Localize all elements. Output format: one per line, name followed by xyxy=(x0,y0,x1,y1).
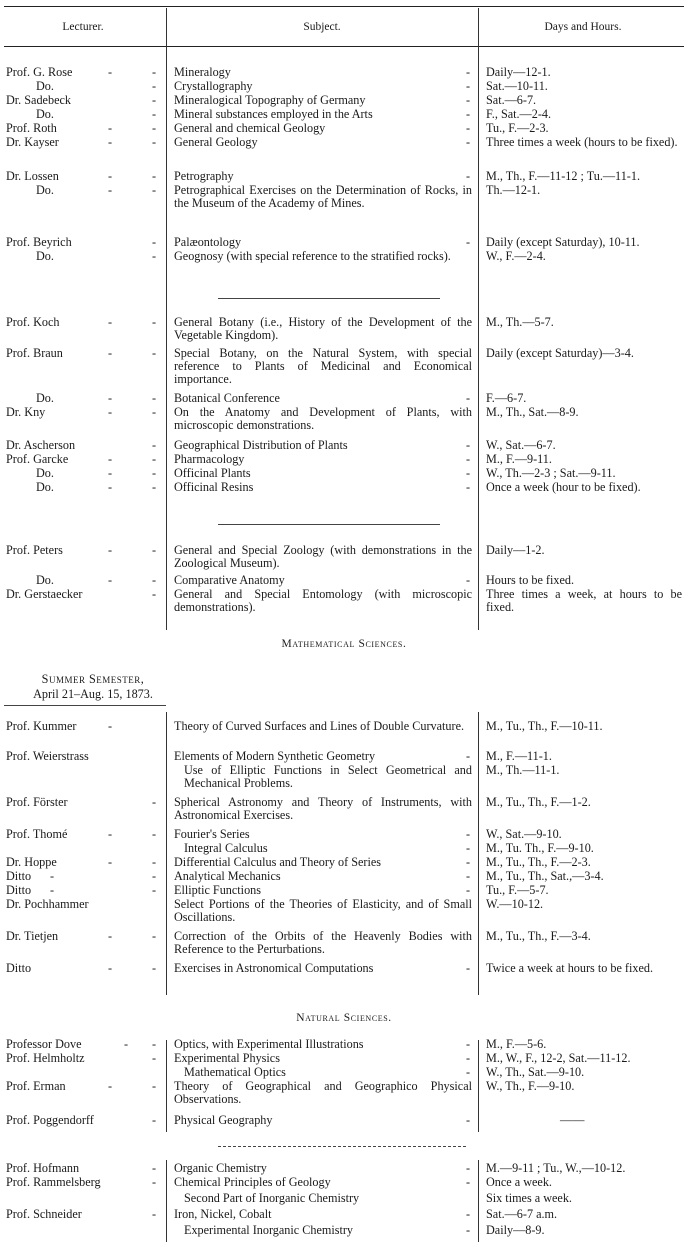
subject-text: Geographical Distribution of Plants xyxy=(174,438,348,452)
lecturer-name: Do. xyxy=(36,391,54,405)
days-text: M., W., F., 12-2, Sat.—11-12. xyxy=(486,1051,631,1065)
days-text: Sat.—6-7 a.m. xyxy=(486,1207,558,1221)
days-text: F.—6-7. xyxy=(486,391,527,405)
days-text: W., Sat.—6-7. xyxy=(486,438,556,452)
column-divider-7 xyxy=(166,1160,167,1242)
subject-text: Use of Elliptic Functions in Select Geometrical and Mechanical Problems. xyxy=(184,763,472,791)
days-hours-column-header: Days and Hours. xyxy=(544,21,622,33)
subject-text: Select Portions of the Theories of Elasticity, and of Small Oscillations. xyxy=(174,897,472,925)
math-section-title: Mathematical Sciences. xyxy=(281,638,407,650)
lecturer-name: Do. xyxy=(36,79,54,93)
subject-text: Iron, Nickel, Cobalt xyxy=(174,1207,272,1221)
days-text: W.—10-12. xyxy=(486,897,544,911)
column-divider-1 xyxy=(166,8,167,630)
subject-text: Differential Calculus and Theory of Series xyxy=(174,855,382,869)
subject-text: General Botany (i.e., History of the Development of the Vegetable Kingdom). xyxy=(174,315,472,343)
lecturer-name: Dr. Gerstaecker xyxy=(6,587,83,601)
lecturer-name: Dr. Pochhammer xyxy=(6,897,89,911)
days-text: M., Th.—11-1. xyxy=(486,763,560,777)
lecturer-name: Prof. Weierstrass xyxy=(6,749,89,763)
lecturer-name: Do. xyxy=(36,183,54,197)
lecturer-name: Prof. Roth xyxy=(6,121,57,135)
days-text: Three times a week, at hours to be fixed. xyxy=(486,587,682,615)
lecturer-column-header: Lecturer. xyxy=(62,21,104,33)
days-text: Once a week (hour to be fixed). xyxy=(486,480,641,494)
days-text: Daily (except Saturday)—3-4. xyxy=(486,346,634,360)
lecturer-name: Prof. Erman xyxy=(6,1079,66,1093)
section-divider xyxy=(218,298,440,299)
section-divider xyxy=(218,1146,466,1147)
lecturer-name: Dr. Tietjen xyxy=(6,929,59,943)
subject-text: Botanical Conference xyxy=(174,391,280,405)
days-text: M., Tu., Th., F.—3-4. xyxy=(486,929,591,943)
lecturer-name: Prof. Kummer xyxy=(6,719,77,733)
subject-text: Mathematical Optics xyxy=(184,1065,286,1079)
subject-text: General and Special Zoology (with demonstrations in the Zoological Museum). xyxy=(174,543,472,571)
subject-text: Spherical Astronomy and Theory of Instruments, with Astronomical Exercises. xyxy=(174,795,472,823)
days-text: M., Th., F.—11-12 ; Tu.—11-1. xyxy=(486,169,640,183)
subject-text: Theory of Curved Surfaces and Lines of Double Curvature. xyxy=(174,719,465,733)
subject-column-header: Subject. xyxy=(303,21,341,33)
lecturer-name: Prof. Poggendorff xyxy=(6,1113,94,1127)
subject-text: Chemical Principles of Geology xyxy=(174,1175,331,1189)
lecturer-name: Dr. Lossen xyxy=(6,169,59,183)
section-divider xyxy=(218,524,440,525)
subject-text: Experimental Physics xyxy=(174,1051,280,1065)
days-text: M.—9-11 ; Tu., W.,—10-12. xyxy=(486,1161,626,1175)
subject-text: Physical Geography xyxy=(174,1113,273,1127)
days-text: M., Tu., Th., F.—1-2. xyxy=(486,795,591,809)
lecturer-name: Ditto xyxy=(6,883,32,897)
lecturer-name: Dr. Kny xyxy=(6,405,46,419)
days-text: Three times a week (hours to be fixed). xyxy=(486,135,678,149)
lecturer-name: Dr. Sadebeck xyxy=(6,93,71,107)
subject-text: Elliptic Functions xyxy=(174,883,262,897)
days-text: Twice a week at hours to be fixed. xyxy=(486,961,654,975)
subject-text: Special Botany, on the Natural System, with special reference to Plants of Medicinal and Economical importance. xyxy=(174,346,472,387)
subject-text: Crystallography xyxy=(174,79,253,93)
lecturer-name: Prof. Koch xyxy=(6,315,60,329)
header-rule xyxy=(4,46,684,47)
semester-title: Summer Semester, xyxy=(41,672,145,686)
days-text: Daily—8-9. xyxy=(486,1223,545,1237)
subject-text: Mineralogy xyxy=(174,65,231,79)
lecturer-name: Dr. Kayser xyxy=(6,135,59,149)
days-text: M., Tu., Th., F.—10-11. xyxy=(486,719,603,733)
natural-section-title: Natural Sciences. xyxy=(296,1012,392,1024)
lecturer-name: Prof. Peters xyxy=(6,543,63,557)
subject-text: Experimental Inorganic Chemistry xyxy=(184,1223,354,1237)
lecturer-name: Prof. Thomé xyxy=(6,827,68,841)
lecturer-name: Professor Dove xyxy=(6,1037,82,1051)
lecturer-name: Prof. Schneider xyxy=(6,1207,82,1221)
subject-text: Mineral substances employed in the Arts xyxy=(174,107,373,121)
subject-text: On the Anatomy and Development of Plants, with microscopic demonstrations. xyxy=(174,405,472,433)
lecturer-name: Dr. Hoppe xyxy=(6,855,57,869)
semester-heading xyxy=(8,672,178,702)
subject-text: Elements of Modern Synthetic Geometry xyxy=(174,749,376,763)
subject-text: Officinal Resins xyxy=(174,480,254,494)
days-text: W., Th., F.—9-10. xyxy=(486,1079,575,1093)
lecturer-name: Prof. Förster xyxy=(6,795,68,809)
top-rule xyxy=(4,6,684,7)
days-text: Six times a week. xyxy=(486,1191,572,1205)
days-text: M., F.—11-1. xyxy=(486,749,552,763)
semester-dates: April 21–Aug. 15, 1873. xyxy=(33,687,153,701)
days-text: M., Th.—5-7. xyxy=(486,315,554,329)
subject-text: Integral Calculus xyxy=(184,841,268,855)
subject-text: Petrographical Exercises on the Determination of Rocks, in the Museum of the Academy of Mines. xyxy=(174,183,472,211)
subject-text: Second Part of Inorganic Chemistry xyxy=(184,1191,360,1205)
subject-text: Theory of Geographical and Geographico Physical Observations. xyxy=(174,1079,472,1107)
subject-text: General and chemical Geology xyxy=(174,121,326,135)
days-text: Daily—12-1. xyxy=(486,65,551,79)
days-text: Hours to be fixed. xyxy=(486,573,575,587)
subject-text: Optics, with Experimental Illustrations xyxy=(174,1037,364,1051)
days-text: Th.—12-1. xyxy=(486,183,541,197)
lecturer-name: Do. xyxy=(36,466,54,480)
subject-text: Analytical Mechanics xyxy=(174,869,281,883)
days-text: W., Th.—2-3 ; Sat.—9-11. xyxy=(486,466,616,480)
days-text: W., F.—2-4. xyxy=(486,249,546,263)
days-text: M., Tu. Th., F.—9-10. xyxy=(486,841,594,855)
subject-text: Exercises in Astronomical Computations xyxy=(174,961,374,975)
days-text: M., F.—9-11. xyxy=(486,452,552,466)
days-text: Sat.—10-11. xyxy=(486,79,548,93)
lecturer-name: Dr. Ascherson xyxy=(6,438,76,452)
subject-text: Correction of the Orbits of the Heavenly Bodies with Reference to the Perturbations. xyxy=(174,929,472,957)
days-text: Daily—1-2. xyxy=(486,543,545,557)
subject-text: Organic Chemistry xyxy=(174,1161,267,1175)
subject-text: General and Special Entomology (with microscopic demonstrations). xyxy=(174,587,472,615)
days-text: Tu., F.—5-7. xyxy=(486,883,549,897)
column-divider-8 xyxy=(478,1160,479,1242)
lecturer-name: Do. xyxy=(36,107,54,121)
days-text: F., Sat.—2-4. xyxy=(486,107,552,121)
column-divider-4 xyxy=(478,712,479,995)
column-divider-5 xyxy=(166,1040,167,1132)
lecturer-name: Ditto xyxy=(6,961,32,975)
days-text: W., Th., Sat.—9-10. xyxy=(486,1065,585,1079)
days-text: M., Tu., Th., Sat.,—3-4. xyxy=(486,869,604,883)
days-text: Once a week. xyxy=(486,1175,552,1189)
lecturer-name: Do. xyxy=(36,249,54,263)
days-text: W., Sat.—9-10. xyxy=(486,827,562,841)
lecturer-name: Prof. Garcke xyxy=(6,452,69,466)
lecturer-name: Prof. Braun xyxy=(6,346,63,360)
subject-text: Mineralogical Topography of Germany xyxy=(174,93,366,107)
days-text: Tu., F.—2-3. xyxy=(486,121,549,135)
column-divider-6 xyxy=(478,1040,479,1132)
days-text: —— xyxy=(560,1113,585,1127)
column-divider-2 xyxy=(478,8,479,630)
subject-text: Geognosy (with special reference to the stratified rocks). xyxy=(174,249,451,263)
lecturer-name: Prof. Rammelsberg xyxy=(6,1175,101,1189)
days-text: M., Tu., Th., F.—2-3. xyxy=(486,855,591,869)
days-text: M., F.—5-6. xyxy=(486,1037,547,1051)
lecturer-name: Do. xyxy=(36,480,54,494)
days-text: Sat.—6-7. xyxy=(486,93,537,107)
subject-text: General Geology xyxy=(174,135,258,149)
subject-text: Petrography xyxy=(174,169,234,183)
subject-text: Pharmacology xyxy=(174,452,245,466)
column-divider-3 xyxy=(166,712,167,995)
semester-rule xyxy=(4,705,166,706)
lecturer-name: Prof. Beyrich xyxy=(6,235,72,249)
subject-text: Comparative Anatomy xyxy=(174,573,285,587)
subject-text: Palæontology xyxy=(174,235,242,249)
days-text: Daily (except Saturday), 10-11. xyxy=(486,235,640,249)
lecturer-name: Ditto xyxy=(6,869,32,883)
lecturer-name: Do. xyxy=(36,573,54,587)
subject-text: Fourier's Series xyxy=(174,827,250,841)
lecturer-name: Prof. Helmholtz xyxy=(6,1051,85,1065)
lecturer-name: Prof. Hofmann xyxy=(6,1161,80,1175)
subject-text: Officinal Plants xyxy=(174,466,251,480)
table-header xyxy=(0,8,688,46)
days-text: M., Th., Sat.—8-9. xyxy=(486,405,579,419)
lecturer-name: Prof. G. Rose xyxy=(6,65,73,79)
